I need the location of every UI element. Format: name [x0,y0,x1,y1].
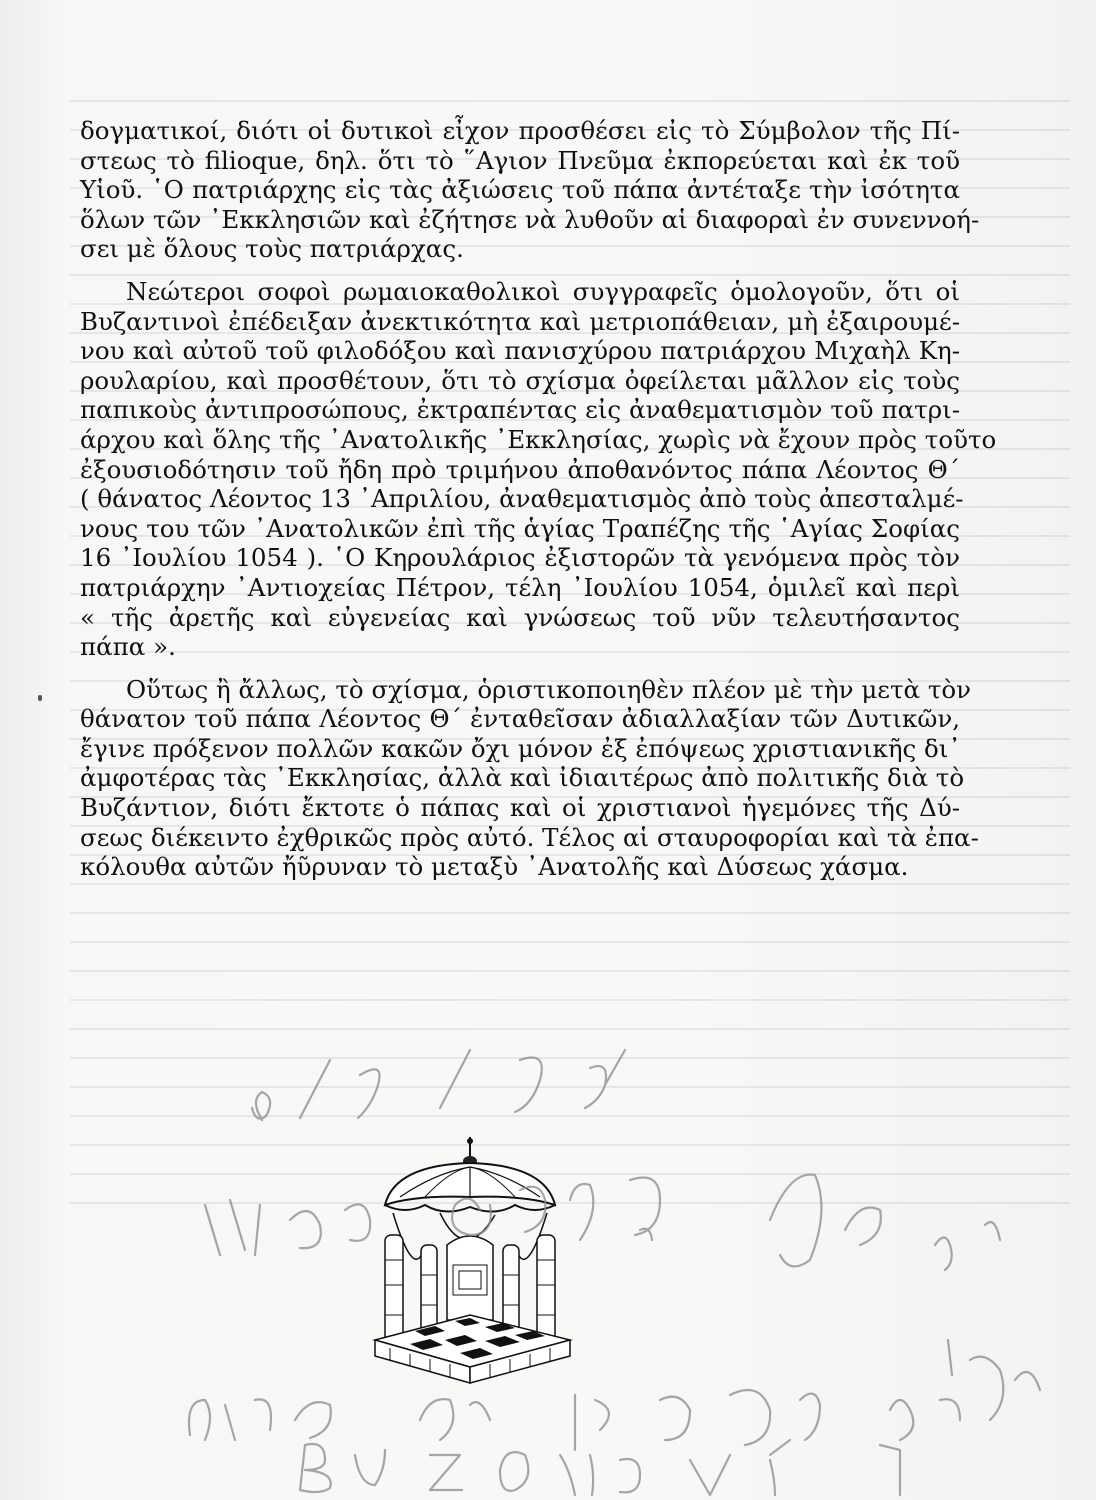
text-line: « τῆς ἀρετῆς καὶ εὐγενείας καὶ γνώσεως τοῦ νῦν τελευτήσαντος [80,602,960,632]
text-line: άρχου καὶ ὅλης τῆς ᾿Ανατολικῆς ᾿Εκκλησίας, χωρὶς νὰ ἔχουν πρὸς τοῦτο [80,424,997,454]
text-line: παπικοὺς ἀντιπροσώπους, ἐκτραπέντας εἰς ἀναθεματισμὸν τοῦ πατρι- [80,395,960,425]
paragraph-3 [80,674,979,882]
text-line: Βυζαντινοὶ ἐπέδειξαν ἀνεκτικότητα καὶ μετριοπάθειαν, μὴ ἐξαιρουμέ- [80,306,960,336]
canopy-throne-ornament-icon [355,1135,585,1385]
text-line: ( θάνατος Λέοντος 13 ᾿Απριλίου, ἀναθεματισμὸς ἀπὸ τοὺς ἀπεσταλμέ- [80,484,964,514]
text-line: Βυζάντιον, διότι ἔκτοτε ὁ πάπας καὶ οἱ χριστιανοὶ ἡγεμόνες τῆς Δύ- [80,793,960,823]
text-line: θάνατον τοῦ πάπα Λέοντος Θ΄ ἐνταθεῖσαν ἀδιαλλαξίαν τῶν Δυτικῶν, [80,704,960,734]
text-line: 16 ᾿Ιουλίου 1054 ). ῾Ο Κηρουλάριος ἐξιστορῶν τὰ γενόμενα πρὸς τὸν [80,543,960,573]
text-line: στεως τὸ filioque, δηλ. ὅτι τὸ ῞Αγιον Πνεῦμα ἐκπορεύεται καὶ ἐκ τοῦ [80,145,960,175]
text-line: Οὕτως ἢ ἄλλως, τὸ σχίσμα, ὁριστικοποιηθὲν πλέον μὲ τὴν μετὰ τὸν [126,674,972,704]
text-line: νους του τῶν ᾿Ανατολικῶν ἐπὶ τῆς ἁγίας Τραπέζης τῆς ῾Αγίας Σοφίας [80,513,960,543]
text-line: πατριάρχην ᾿Αντιοχείας Πέτρον, τέλη ᾿Ιουλίου 1054, ὁμιλεῖ καὶ περὶ [80,572,960,602]
text-line: νου καὶ αὐτοῦ τοῦ φιλοδόξου καὶ πανισχύρου πατριάρχου Μιχαὴλ Κη- [80,336,960,366]
text-line: Νεώτεροι σοφοὶ ρωμαιοκαθολικοὶ συγγραφεῖς ὁμολογοῦν, ὅτι οἱ [126,276,960,306]
text-line: ὅλων τῶν ᾿Εκκλησιῶν καὶ ἐζήτησε νὰ λυθοῦν αἱ διαφοραὶ ἐν συνεννοή- [80,204,980,234]
paragraph-2 [80,276,997,662]
text-line: δογματικοί, διότι οἱ δυτικοὶ εἶχον προσθέσει εἰς τὸ Σύμβολον τῆς Πί- [80,116,960,145]
text-line: κόλουθα αὐτῶν ἤῦρυναν τὸ μεταξὺ ᾿Ανατολῆς καὶ Δύσεως χάσμα. [80,852,909,882]
text-line: ἔγινε πρόξενον πολλῶν κακῶν ὄχι μόνον ἐξ ἐπόψεως χριστιανικῆς δι᾿ [80,733,961,763]
text-line: ἀμφοτέρας τὰς ᾿Εκκλησίας, ἀλλὰ καὶ ἰδιαιτέρως ἀπὸ πολιτικῆς διὰ τὸ [80,763,965,793]
text-line: Υἱοῦ. ῾Ο πατριάρχης εἰς τὰς ἀξιώσεις τοῦ πάπα ἀντέταξε τὴν ἰσότητα [80,175,960,205]
scan-speck [38,695,42,701]
text-line: πάπα ». [80,632,176,662]
text-line: σεως διέκειντο ἐχθρικῶς πρὸς αὐτό. Τέλος αἱ σταυροφορίαι καὶ τὰ ἐπα- [80,822,979,852]
text-line: ἐξουσιοδότησιν τοῦ ἤδη πρὸ τριμήνου ἀποθανόντος πάπα Λέοντος Θ΄ [80,454,960,484]
text-line: ρουλαρίου, καὶ προσθέτουν, ὅτι τὸ σχίσμα ὀφείλεται μᾶλλον εἰς τοὺς [80,365,960,395]
body-text [80,116,997,882]
paragraph-1 [80,116,980,264]
text-line: σει μὲ ὅλους τοὺς πατριάρχας. [80,234,464,264]
